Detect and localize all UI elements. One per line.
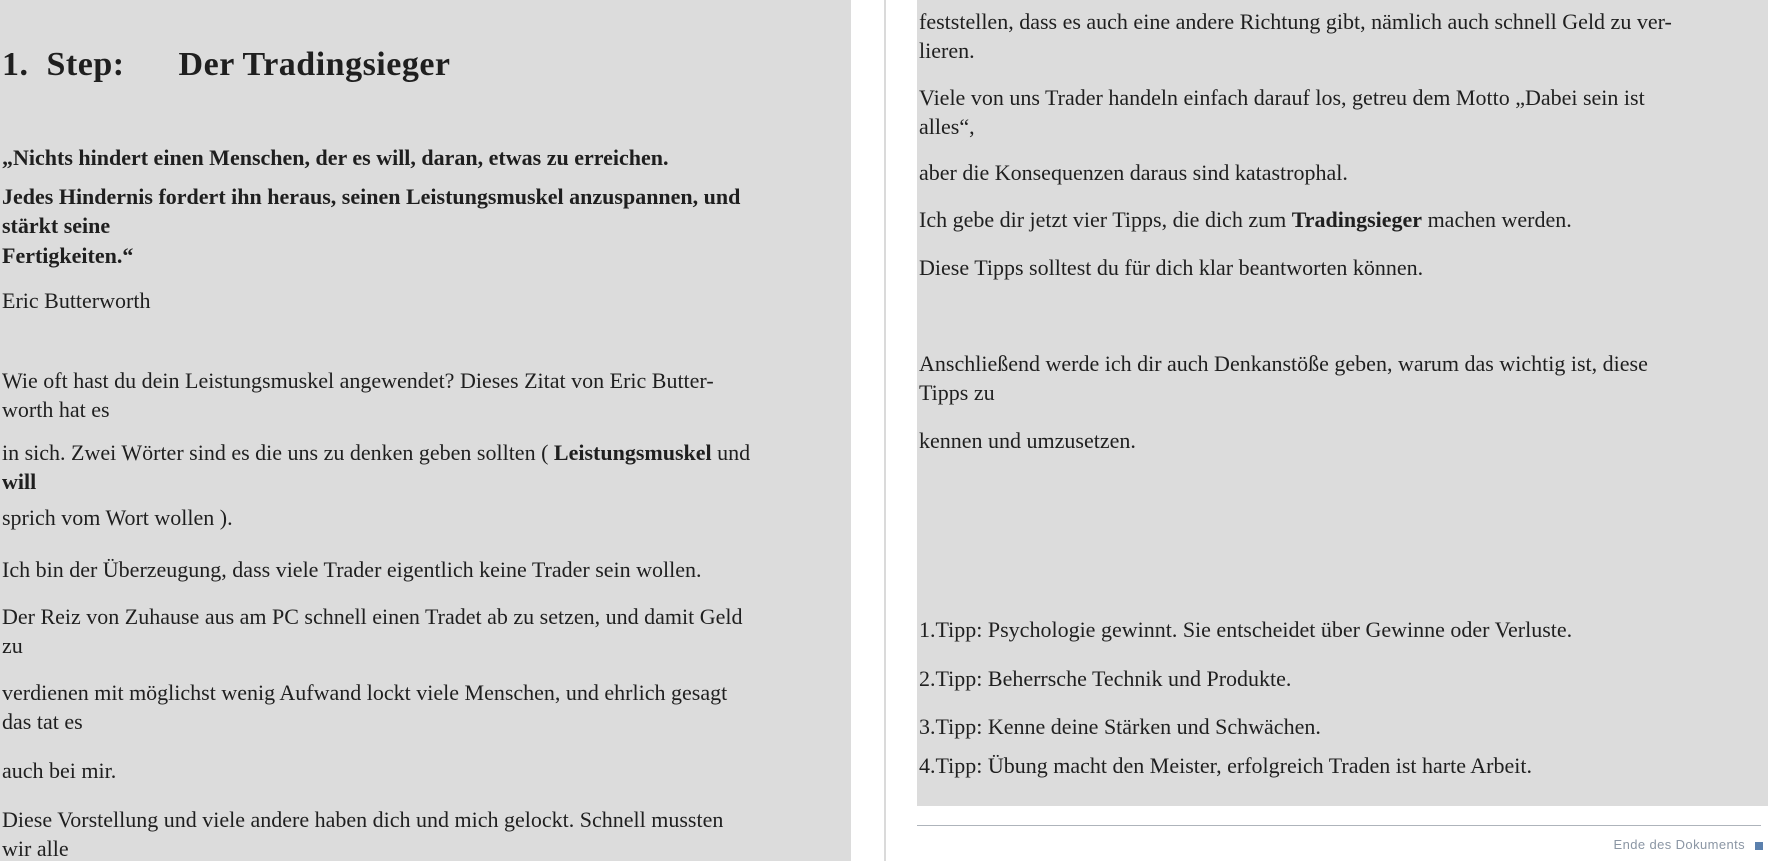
body-paragraph: Ich gebe dir jetzt vier Tipps, die dich zum Tradingsieger machen werden. bbox=[919, 207, 1572, 232]
body-paragraph: kennen und umzusetzen. bbox=[919, 428, 1136, 453]
quote-paragraph-1: „Nichts hindert einen Menschen, der es will, daran, etwas zu erreichen. bbox=[2, 145, 669, 170]
end-of-document-label: Ende des Dokuments bbox=[1613, 837, 1745, 852]
body-paragraph: sprich vom Wort wollen ). bbox=[2, 505, 233, 530]
tip-item-1: 1.Tipp: Psychologie gewinnt. Sie entscheidet über Gewinne oder Verluste. bbox=[919, 617, 1573, 642]
chapter-title: 1. Step: Der Tradingsieger bbox=[2, 46, 451, 83]
body-paragraph: auch bei mir. bbox=[2, 758, 117, 783]
body-paragraph: Ich bin der Überzeugung, dass viele Trader eigentlich keine Trader sein wollen. bbox=[2, 557, 702, 582]
body-paragraph: Diese Tipps solltest du für dich klar beantworten können. bbox=[919, 255, 1424, 280]
tip-item-2: 2.Tipp: Beherrsche Technik und Produkte. bbox=[919, 666, 1292, 691]
right-page[interactable] bbox=[917, 0, 1768, 806]
body-paragraph: verdienen mit möglichst wenig Aufwand lockt viele Menschen, und ehrlich gesagt das tat es bbox=[2, 680, 728, 734]
left-page[interactable] bbox=[0, 0, 851, 861]
body-paragraph: Anschließend werde ich dir auch Denkanstöße geben, warum das wichtig ist, diese Tipps zu bbox=[919, 351, 1648, 405]
body-paragraph: aber die Konsequenzen daraus sind katastrophal. bbox=[919, 160, 1348, 185]
quote-paragraph-2: Jedes Hindernis fordert ihn heraus, seinen Leistungsmuskel anzuspannen, und stärkt seine bbox=[2, 184, 741, 238]
page-separator-line bbox=[884, 0, 886, 861]
body-paragraph: feststellen, dass es auch eine andere Richtung gibt, nämlich auch schnell Geld zu ver- lieren. bbox=[919, 9, 1672, 63]
tip-item-3: 3.Tipp: Kenne deine Stärken und Schwächen. bbox=[919, 714, 1321, 739]
body-paragraph: Wie oft hast du dein Leistungsmuskel angewendet? Dieses Zitat von Eric Butter- worth hat es bbox=[2, 368, 714, 422]
quote-paragraph-3: Fertigkeiten.“ bbox=[2, 243, 134, 268]
body-paragraph: Diese Vorstellung und viele andere haben dich und mich gelockt. Schnell mussten wir alle bbox=[2, 807, 724, 861]
end-of-document-marker-icon bbox=[1755, 842, 1763, 850]
body-paragraph: Der Reiz von Zuhause aus am PC schnell einen Tradet ab zu setzen, und damit Geld zu bbox=[2, 604, 743, 658]
tip-item-4: 4.Tipp: Übung macht den Meister, erfolgreich Traden ist harte Arbeit. bbox=[919, 753, 1532, 778]
quote-attribution: Eric Butterworth bbox=[2, 288, 151, 313]
body-paragraph: in sich. Zwei Wörter sind es die uns zu denken geben sollten ( Leistungsmuskel und will bbox=[2, 440, 751, 494]
body-paragraph: Viele von uns Trader handeln einfach darauf los, getreu dem Motto „Dabei sein ist alles“, bbox=[919, 85, 1645, 139]
end-of-document-rule bbox=[917, 825, 1761, 826]
